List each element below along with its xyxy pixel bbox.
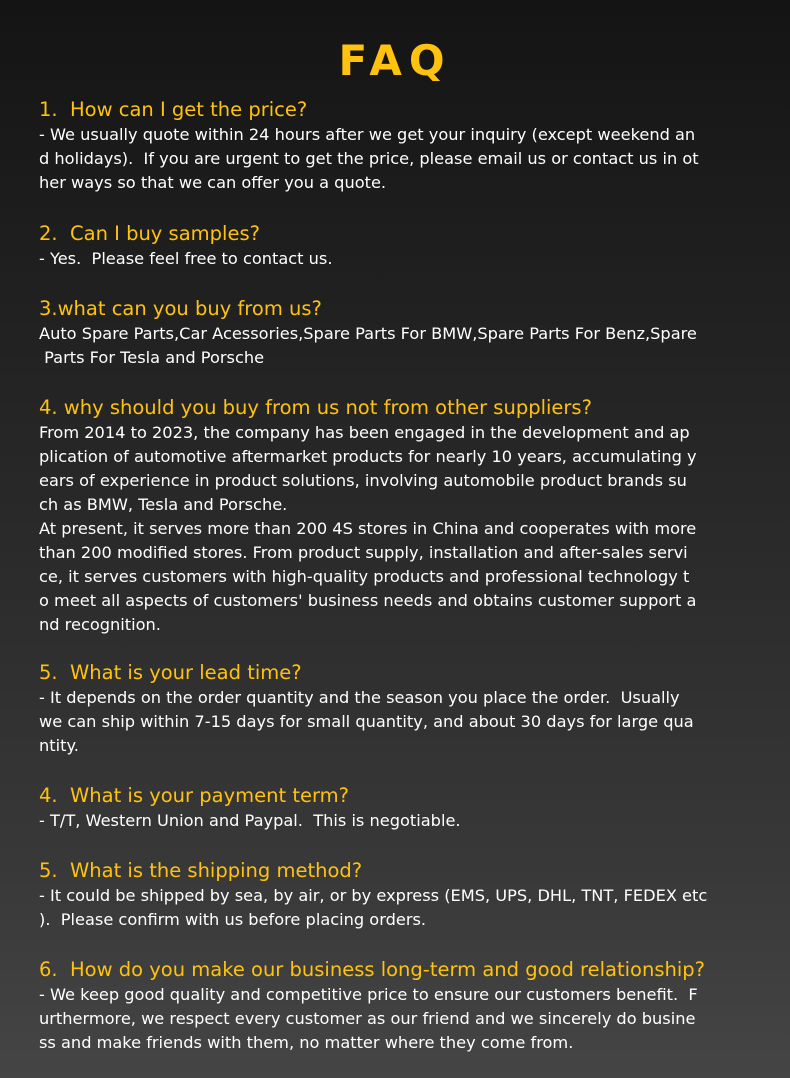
faq-answer: [39, 884, 739, 932]
answer-line: ears of experience in product solutions, involving automobile product brands su: [39, 471, 687, 490]
faq-item-3: [39, 296, 739, 370]
faq-question: 3.what can you buy from us?: [39, 297, 322, 320]
faq-item-4: [39, 395, 739, 637]
faq-item-5: [39, 660, 739, 758]
faq-item-6: [39, 783, 739, 833]
faq-answer: [39, 983, 739, 1055]
answer-line: urthermore, we respect every customer as our friend and we sincerely do busine: [39, 1009, 696, 1028]
answer-line: At present, it serves more than 200 4S stores in China and cooperates with more: [39, 519, 697, 538]
answer-line: we can ship within 7-15 days for small quantity, and about 30 days for large qua: [39, 712, 694, 731]
faq-question: 5. What is the shipping method?: [39, 859, 363, 882]
answer-line: Auto Spare Parts,Car Acessories,Spare Parts For BMW,Spare Parts For Benz,Spare: [39, 324, 697, 343]
faq-answer: [39, 421, 739, 637]
faq-question: 5. What is your lead time?: [39, 661, 302, 684]
answer-line: ce, it serves customers with high-quality products and professional technology t: [39, 567, 690, 586]
answer-line: - Yes. Please feel free to contact us.: [39, 249, 333, 268]
answer-line: Parts For Tesla and Porsche: [39, 348, 265, 367]
faq-answer: [39, 322, 739, 370]
faq-answer: [39, 686, 739, 758]
answer-line: plication of automotive aftermarket products for nearly 10 years, accumulating y: [39, 447, 697, 466]
faq-answer: [39, 247, 739, 271]
faq-item-8: [39, 957, 739, 1055]
faq-item-7: [39, 858, 739, 932]
faq-question: 6. How do you make our business long-term and good relationship?: [39, 958, 706, 981]
answer-line: ). Please confirm with us before placing orders.: [39, 910, 427, 929]
answer-line: - T/T, Western Union and Paypal. This is negotiable.: [39, 811, 461, 830]
answer-line: - It could be shipped by sea, by air, or by express (EMS, UPS, DHL, TNT, FEDEX etc: [39, 886, 708, 905]
faq-answer: [39, 809, 739, 833]
faq-item-2: [39, 221, 739, 271]
answer-line: ch as BMW, Tesla and Porsche.: [39, 495, 288, 514]
faq-answer: [39, 123, 739, 195]
faq-question: 1. How can I get the price?: [39, 98, 308, 121]
page-title: FAQ: [338, 36, 452, 85]
answer-line: her ways so that we can offer you a quote.: [39, 173, 387, 192]
faq-question: 4. What is your payment term?: [39, 784, 349, 807]
faq-question: 2. Can I buy samples?: [39, 222, 260, 245]
answer-line: - We usually quote within 24 hours after we get your inquiry (except weekend an: [39, 125, 696, 144]
answer-line: From 2014 to 2023, the company has been engaged in the development and ap: [39, 423, 690, 442]
answer-line: nd recognition.: [39, 615, 161, 634]
answer-line: d holidays). If you are urgent to get the price, please email us or contact us in ot: [39, 149, 699, 168]
answer-line: - We keep good quality and competitive price to ensure our customers benefit. F: [39, 985, 698, 1004]
answer-line: than 200 modified stores. From product supply, installation and after-sales servi: [39, 543, 688, 562]
answer-line: o meet all aspects of customers' business needs and obtains customer support a: [39, 591, 697, 610]
faq-item-1: [39, 97, 739, 195]
faq-question: 4. why should you buy from us not from other suppliers?: [39, 396, 592, 419]
answer-line: ntity.: [39, 736, 79, 755]
answer-line: - It depends on the order quantity and the season you place the order. Usually: [39, 688, 680, 707]
answer-line: ss and make friends with them, no matter where they come from.: [39, 1033, 574, 1052]
